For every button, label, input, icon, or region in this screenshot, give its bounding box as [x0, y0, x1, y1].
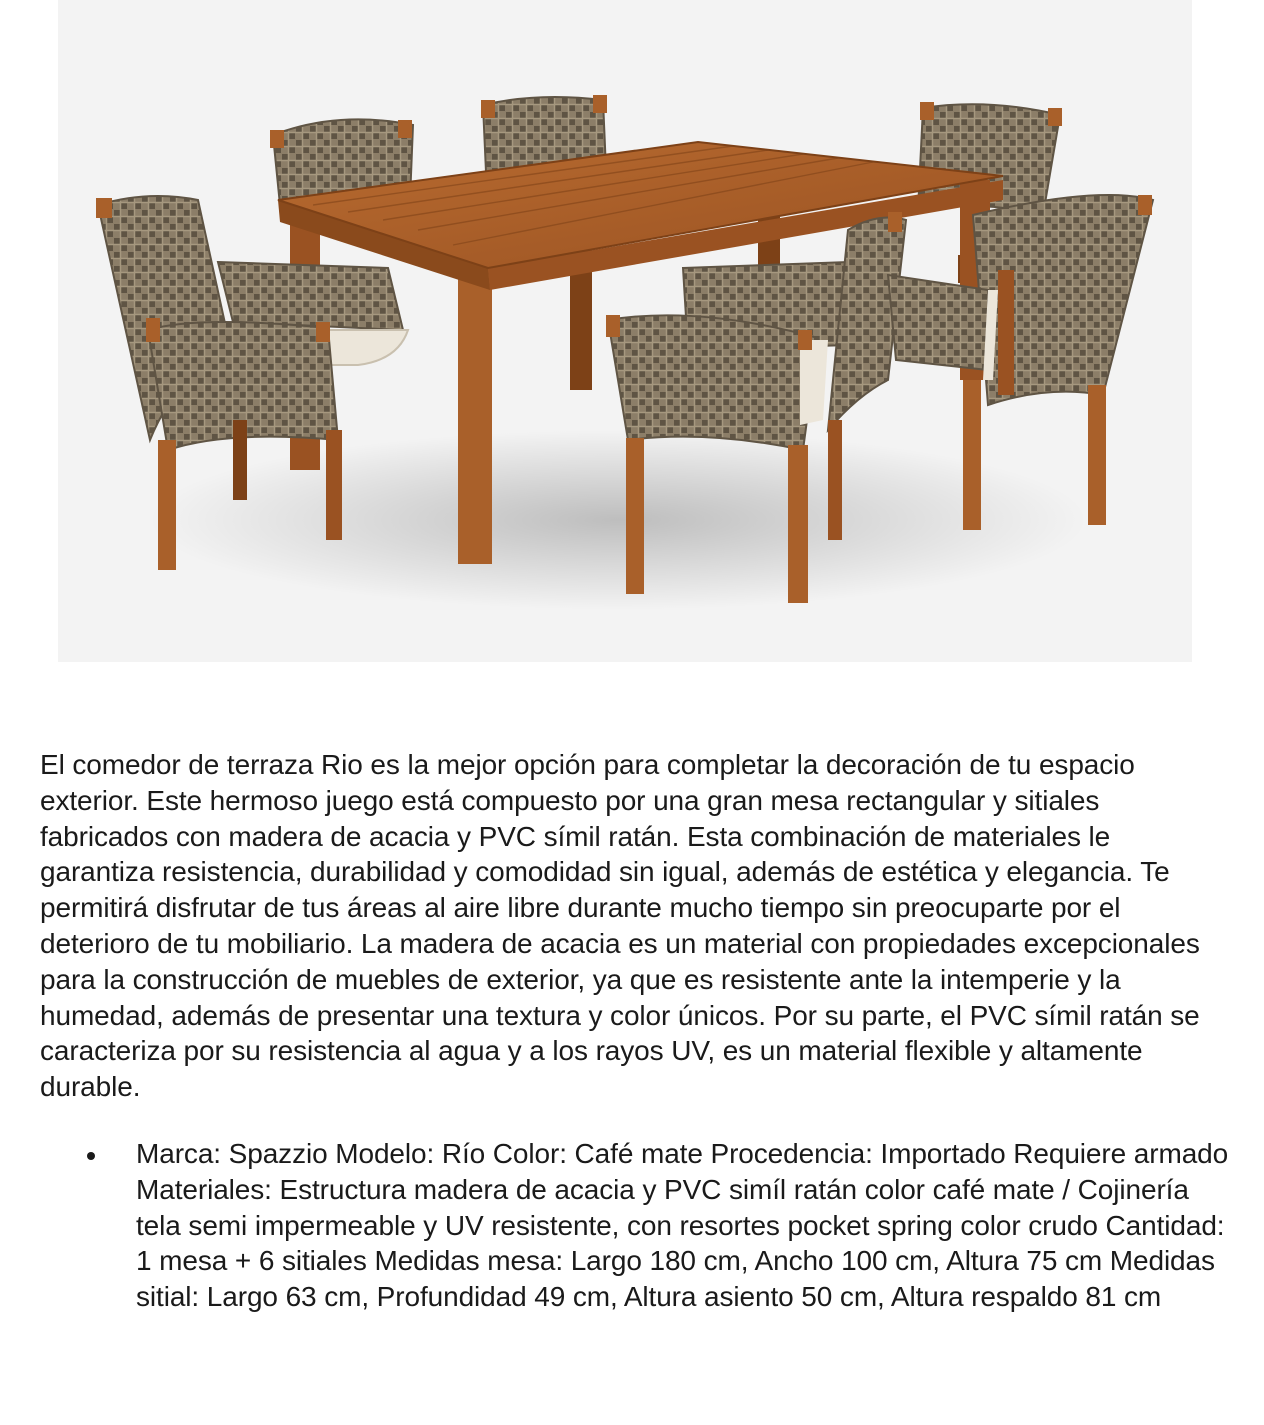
- floor-shadow: [148, 430, 1088, 610]
- product-description: El comedor de terraza Rio es la mejor opción para completar la decoración de tu espacio exterior. Este hermoso juego está compuesto por una gran mesa rectangular y sitiales fabricados con madera de acacia y PVC símil ratán. Esta combinación de materiales le garantiza resistencia, durabilidad y comodidad sin igual, además de estética y elegancia. Te permitirá disfrutar de tus áreas al aire libre durante mucho tiempo sin preocuparte por el deterioro de tu mobiliario. La madera de acacia es un material con propiedades excepcionales para la construcción de muebles de exterior, ya que es resistente ante la intemperie y la humedad, además de presentar una textura y color únicos. Por su parte, el PVC símil ratán se caracteriza por su resistencia al agua y a los rayos UV, es un material flexible y altamente durable.: [40, 749, 1200, 1103]
- spec-text: Marca: Spazzio Modelo: Río Color: Café mate Procedencia: Importado Requiere armado Materiales: Estructura madera de acacia y PVC simíl ratán color café mate / Cojinería tela semi impermeable y UV resistente, con resortes pocket spring color crudo Cantidad: 1 mesa + 6 sitiales Medidas mesa: Largo 180 cm, Ancho 100 cm, Altura 75 cm Medidas sitial: Largo 63 cm, Profundidad 49 cm, Altura asiento 50 cm, Altura respaldo 81 cm: [136, 1138, 1229, 1313]
- bullet-icon: [87, 1152, 95, 1160]
- specs-list: [40, 1136, 1230, 1315]
- list-item: [40, 1136, 1230, 1315]
- product-image: [58, 0, 1192, 662]
